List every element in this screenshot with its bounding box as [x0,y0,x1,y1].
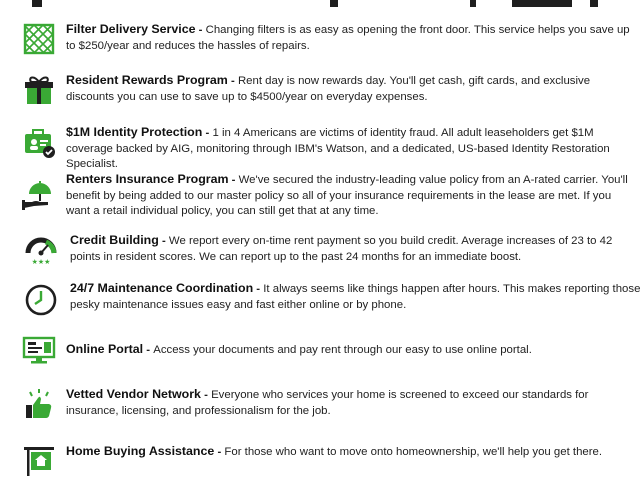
benefit-title: 24/7 Maintenance Coordination [70,281,254,295]
benefit-text [66,342,638,359]
benefit-body: Access your documents and pay rent through our easy to use online portal. [153,344,532,356]
credit-gauge-icon [24,233,58,267]
benefit-body: We've secured the industry-leading value policy from an A-rated carrier. You'll benefit by being added to our master policy so all of your insurance requirements in the lease are met. If you want a retail individual policy, you can still get that at any time. [66,174,628,218]
gift-box-icon [22,73,56,107]
benefit-separator: - [200,389,212,401]
identity-briefcase-icon [22,125,56,159]
benefit-body: Rent day is now rewards day. You'll get cash, gift cards, and exclusive discounts you can use to save up to $4500/year on everyday expenses. [66,75,591,103]
thumbs-up-icon [22,387,56,421]
benefit-text [66,444,638,461]
benefit-separator: - [214,446,225,458]
benefit-title: Renters Insurance Program [66,172,229,186]
benefit-body: Everyone who services your home is screened to exceed our standards for insurance, licensing, and professionalism for the job. [66,389,589,417]
benefit-separator: - [253,283,264,295]
benefit-separator: - [227,75,238,87]
benefit-body: 1 in 4 Americans are victims of identity fraud. All adult leaseholders get $1M coverage backed by AIG, monitoring through IBM's Watson, and a dedicated, US-based Identity Restoration Specialist. [66,127,610,171]
benefit-text [66,387,638,419]
benefit-body: We report every on-time rent payment so you build credit. Average increases of 23 to 42 points in resident scores. We can report up to the past 24 months for an immediate boost. [70,235,613,263]
benefit-title: Online Portal [66,342,144,356]
clipped-heading-decoration [0,0,640,13]
benefit-text [66,125,638,173]
benefit-separator: - [158,235,169,247]
house-sign-icon [22,444,56,478]
benefit-separator: - [195,24,206,36]
benefit-title: Home Buying Assistance [66,444,215,458]
benefit-title: Filter Delivery Service [66,22,196,36]
filter-grid-icon [22,22,56,56]
benefit-title: Credit Building [70,233,159,247]
benefit-title: Vetted Vendor Network [66,387,201,401]
computer-monitor-icon [22,333,56,367]
svg-text:★★★: ★★★ [31,258,51,266]
benefit-text [70,281,640,313]
benefit-body: Changing filters is as easy as opening the front door. This service helps you save up to $250/year and reduces the hassles of repairs. [66,24,630,52]
benefit-separator: - [143,344,154,356]
benefit-title: $1M Identity Protection [66,125,203,139]
benefit-text [66,73,638,105]
clipped-heading-area [0,0,640,14]
benefit-separator: - [202,127,213,139]
benefit-text [70,233,640,265]
benefit-body: For those who want to move onto homeownership, we'll help you get there. [224,446,603,458]
benefit-title: Resident Rewards Program [66,73,228,87]
benefit-body: It always seems like things happen after hours. This makes reporting those pesky maintenance issues easy and fast either online or by phone. [70,283,640,311]
benefit-text [66,172,638,220]
umbrella-hand-icon [22,178,56,212]
clock-icon [24,283,58,317]
benefit-text [66,22,638,54]
benefit-separator: - [228,174,239,186]
